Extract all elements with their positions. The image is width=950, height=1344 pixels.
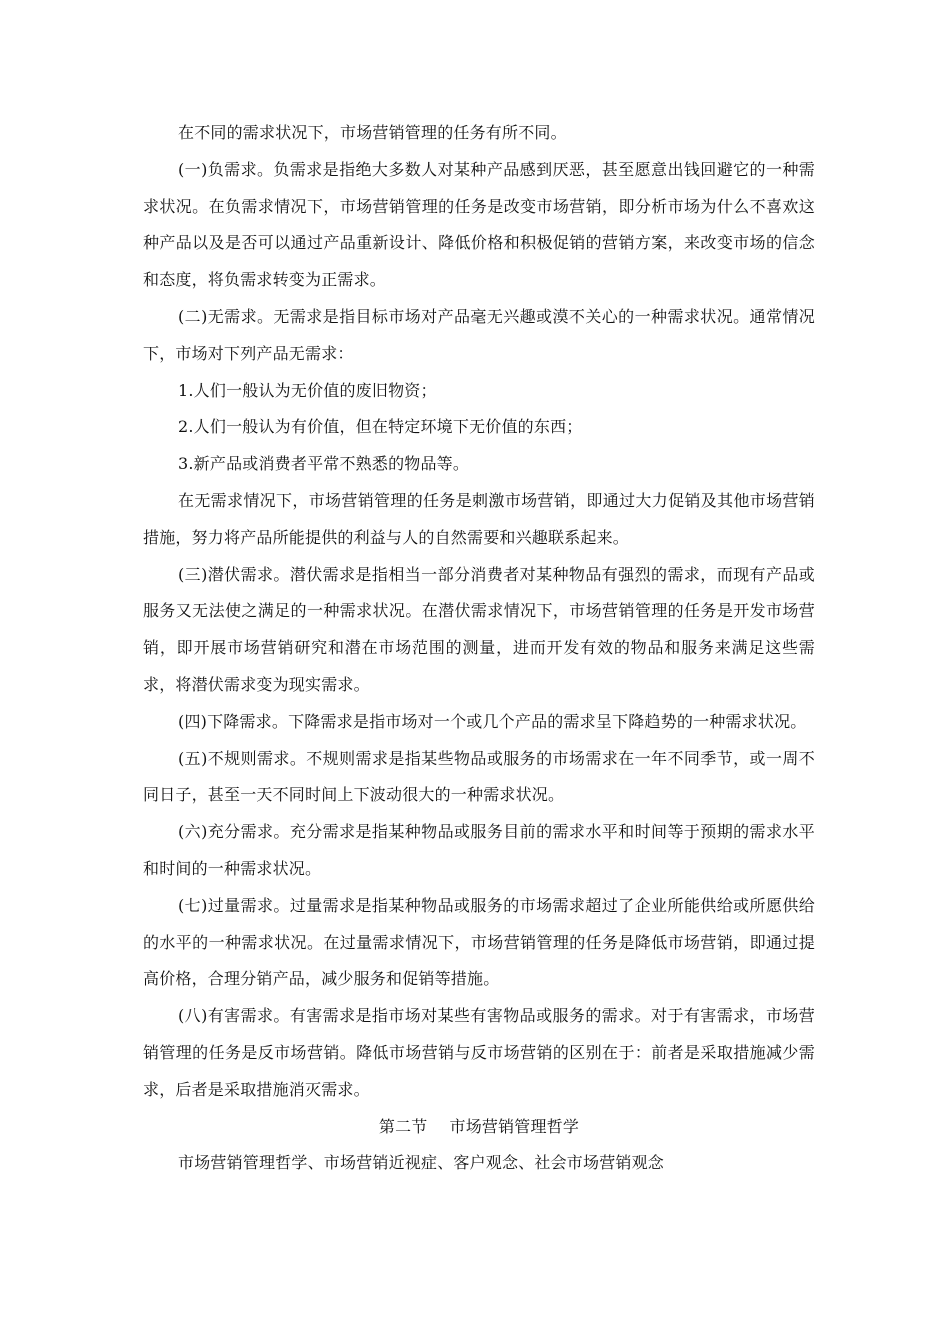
paragraph-negative-demand: (一)负需求。负需求是指绝大多数人对某种产品感到厌恶，甚至愿意出钱回避它的一种需求状况。在负需求情况下，市场营销管理的任务是改变市场营销，即分析市场为什么不喜欢这种产品以及是否可以通过产品重新设计、降低价格和积极促销的营销方案，来改变市场的信念和态度，将负需求转变为正需求。 — [143, 159, 815, 290]
section-keywords: 市场营销管理哲学、市场营销近视症、客户观念、社会市场营销观念 — [178, 1153, 665, 1173]
paragraph-declining-demand: (四)下降需求。下降需求是指市场对一个或几个产品的需求呈下降趋势的一种需求状况。 — [178, 711, 807, 731]
section-heading — [143, 1109, 815, 1146]
document-body — [143, 115, 815, 1182]
list-item-no-demand-3: 3.新产品或消费者平常不熟悉的物品等。 — [178, 454, 470, 474]
paragraph-latent-demand: (三)潜伏需求。潜伏需求是指相当一部分消费者对某种物品有强烈的需求，而现有产品或服务又无法使之满足的一种需求状况。在潜伏需求情况下，市场营销管理的任务是开发市场营销，即开展市场营销研究和潜在市场范围的测量，进而开发有效的物品和服务来满足这些需求，将潜伏需求变为现实需求。 — [143, 564, 815, 694]
paragraph-full-demand: (六)充分需求。充分需求是指某种物品或服务目前的需求水平和时间等于预期的需求水平和时间的一种需求状况。 — [143, 822, 815, 878]
paragraph-intro: 在不同的需求状况下，市场营销管理的任务有所不同。 — [178, 123, 567, 142]
paragraph-harmful-demand: (八)有害需求。有害需求是指市场对某些有害物品或服务的需求。对于有害需求，市场营销管理的任务是反市场营销。降低市场营销与反市场营销的区别在于：前者是采取措施减少需求，后者是采取措施消灭需求。 — [143, 1006, 815, 1099]
paragraph-irregular-demand: (五)不规则需求。不规则需求是指某些物品或服务的市场需求在一年不同季节，或一周不同日子，甚至一天不同时间上下波动很大的一种需求状况。 — [143, 748, 815, 805]
section-number: 第二节 — [378, 1116, 428, 1136]
list-item-no-demand-1: 1.人们一般认为无价值的废旧物资； — [178, 380, 437, 400]
paragraph-no-demand-task: 在无需求情况下，市场营销管理的任务是刺激市场营销，即通过大力促销及其他市场营销措施，努力将产品所能提供的利益与人的自然需要和兴趣联系起来。 — [143, 490, 815, 547]
section-title: 市场营销管理哲学 — [449, 1116, 580, 1136]
paragraph-overfull-demand: (七)过量需求。过量需求是指某种物品或服务的市场需求超过了企业所能供给或所愿供给的水平的一种需求状况。在过量需求情况下，市场营销管理的任务是降低市场营销，即通过提高价格，合理分销产品，减少服务和促销等措施。 — [143, 895, 815, 989]
paragraph-no-demand: (二)无需求。无需求是指目标市场对产品毫无兴趣或漠不关心的一种需求状况。通常情况下，市场对下列产品无需求： — [143, 306, 815, 363]
list-item-no-demand-2: 2.人们一般认为有价值，但在特定环境下无价值的东西； — [178, 417, 583, 437]
